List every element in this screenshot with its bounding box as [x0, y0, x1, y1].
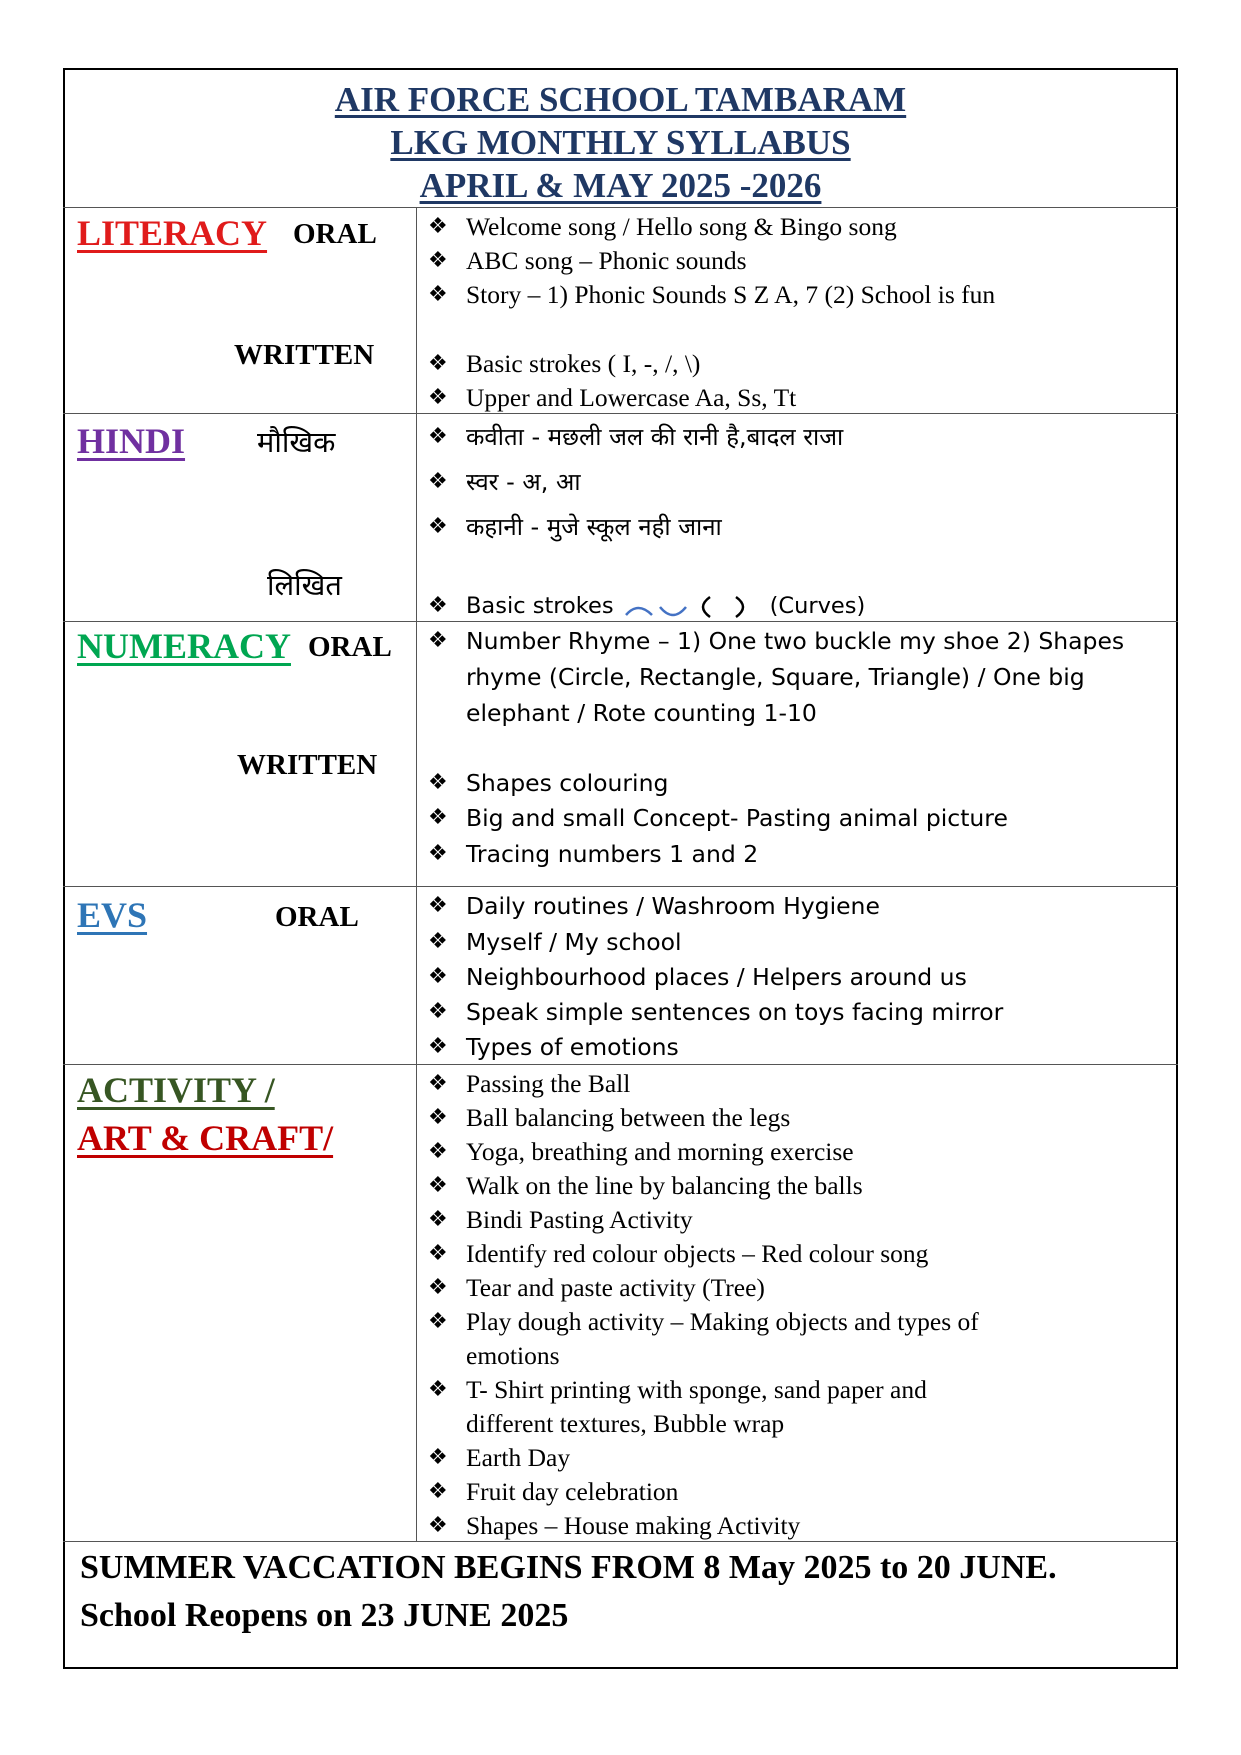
bullet-icon: ❖: [428, 1241, 448, 1266]
list-item-continuation: emotions: [466, 1341, 560, 1370]
evs-oral-label: ORAL: [275, 901, 359, 933]
subject-evs: EVS: [77, 895, 148, 935]
reopen-notice: School Reopens on 23 JUNE 2025: [80, 1597, 569, 1634]
bullet-icon: ❖: [428, 841, 448, 866]
bullet-icon: ❖: [428, 893, 448, 918]
bullet-icon: ❖: [428, 929, 448, 954]
bullet-icon: ❖: [428, 424, 448, 449]
subject-literacy: LITERACY: [77, 213, 268, 253]
numeracy-written-label: WRITTEN: [237, 749, 378, 781]
list-item: ❖ Yoga, breathing and morning exercise: [466, 1135, 1166, 1169]
bullet-icon: ❖: [428, 593, 448, 618]
syllabus-title: LKG MONTHLY SYLLABUS: [390, 123, 851, 162]
summer-vacation-notice: SUMMER VACCATION BEGINS FROM 8 May 2025 to 20 JUNE.: [80, 1549, 1057, 1586]
bullet-icon: ❖: [428, 351, 448, 376]
subject-hindi: HINDI: [77, 421, 186, 461]
list-item: ❖ कहानी - मुजे स्कूल नही जाना: [466, 510, 1166, 544]
list-item: ❖ Identify red colour objects – Red colour song: [466, 1237, 1166, 1271]
literacy-written-label: WRITTEN: [234, 339, 375, 371]
list-item-continuation: rhyme (Circle, Rectangle, Square, Triangle) / One big: [466, 663, 1085, 691]
bullet-icon: ❖: [428, 1173, 448, 1198]
list-item: ❖ Story – 1) Phonic Sounds S Z A, 7 (2) School is fun: [466, 278, 1166, 312]
bullet-icon: ❖: [428, 1445, 448, 1470]
bullet-icon: ❖: [428, 214, 448, 239]
bullet-icon: ❖: [428, 805, 448, 830]
list-item: ❖ Types of emotions: [466, 1029, 1166, 1065]
bullet-icon: ❖: [428, 282, 448, 307]
list-item: ❖ T- Shirt printing with sponge, sand paper and: [466, 1373, 1166, 1407]
list-item: ❖ Bindi Pasting Activity: [466, 1203, 1166, 1237]
bullet-icon: ❖: [428, 1513, 448, 1538]
list-item: ❖ ABC song – Phonic sounds: [466, 244, 1166, 278]
row-divider: [63, 207, 1178, 208]
bullet-icon: ❖: [428, 469, 448, 494]
list-item: ❖ Upper and Lowercase Aa, Ss, Tt: [466, 381, 1166, 415]
bullet-icon: ❖: [428, 999, 448, 1024]
bullet-icon: ❖: [428, 1139, 448, 1164]
bullet-icon: ❖: [428, 628, 448, 653]
numeracy-oral-label: ORAL: [308, 631, 392, 663]
list-item: ❖ Welcome song / Hello song & Bingo song: [466, 210, 1166, 244]
term-title: APRIL & MAY 2025 -2026: [419, 166, 822, 205]
bullet-icon: ❖: [428, 1309, 448, 1334]
list-item: ❖ Earth Day: [466, 1441, 1166, 1475]
subject-art-craft: ART & CRAFT/: [77, 1118, 334, 1158]
hindi-written-label: लिखित: [267, 568, 342, 602]
list-item: ❖ Passing the Ball: [466, 1067, 1166, 1101]
bullet-icon: ❖: [428, 1105, 448, 1130]
list-item-continuation: different textures, Bubble wrap: [466, 1409, 785, 1438]
list-item: ❖ Daily routines / Washroom Hygiene: [466, 888, 1166, 924]
list-item: ❖ Shapes – House making Activity: [466, 1509, 1166, 1543]
bullet-icon: ❖: [428, 514, 448, 539]
list-item: ❖ स्वर - अ, आ: [466, 465, 1166, 499]
bullet-icon: ❖: [428, 385, 448, 410]
list-item: ❖ Tracing numbers 1 and 2: [466, 836, 1166, 872]
list-item: ❖ Big and small Concept- Pasting animal picture: [466, 800, 1166, 836]
school-name-title: AIR FORCE SCHOOL TAMBARAM: [334, 80, 907, 119]
list-item: ❖ Basic strokes ( I, -, /, \): [466, 347, 1166, 381]
list-item: ❖ Basic strokes (Curves): [466, 588, 1166, 624]
list-item: ❖ Shapes colouring: [466, 765, 1166, 801]
bullet-icon: ❖: [428, 248, 448, 273]
column-divider: [416, 207, 417, 1541]
hindi-oral-label: मौखिक: [257, 425, 336, 459]
bullet-icon: ❖: [428, 1071, 448, 1096]
list-item: ❖ Neighbourhood places / Helpers around us: [466, 959, 1166, 995]
list-item: ❖ Fruit day celebration: [466, 1475, 1166, 1509]
list-item: ❖ Number Rhyme – 1) One two buckle my shoe 2) Shapes: [466, 623, 1166, 659]
list-item: ❖ कवीता - मछली जल की रानी है,बादल राजा: [466, 420, 1166, 454]
list-item: ❖ Ball balancing between the legs: [466, 1101, 1166, 1135]
bullet-icon: ❖: [428, 964, 448, 989]
list-item: ❖ Myself / My school: [466, 924, 1166, 960]
list-item: ❖ Tear and paste activity (Tree): [466, 1271, 1166, 1305]
bullet-icon: ❖: [428, 1207, 448, 1232]
bullet-icon: ❖: [428, 770, 448, 795]
bullet-icon: ❖: [428, 1275, 448, 1300]
subject-numeracy: NUMERACY: [77, 626, 291, 666]
bullet-icon: ❖: [428, 1377, 448, 1402]
row-divider: [63, 886, 1178, 887]
subject-activity: ACTIVITY /: [77, 1070, 275, 1110]
bullet-icon: ❖: [428, 1034, 448, 1059]
list-item-continuation: elephant / Rote counting 1-10: [466, 699, 817, 727]
list-item: ❖ Speak simple sentences on toys facing mirror: [466, 994, 1166, 1030]
curve-strokes-icon: [618, 591, 766, 623]
literacy-oral-label: ORAL: [293, 218, 377, 250]
list-item: ❖ Play dough activity – Making objects and types of: [466, 1305, 1166, 1339]
list-item: ❖ Walk on the line by balancing the balls: [466, 1169, 1166, 1203]
bullet-icon: ❖: [428, 1479, 448, 1504]
